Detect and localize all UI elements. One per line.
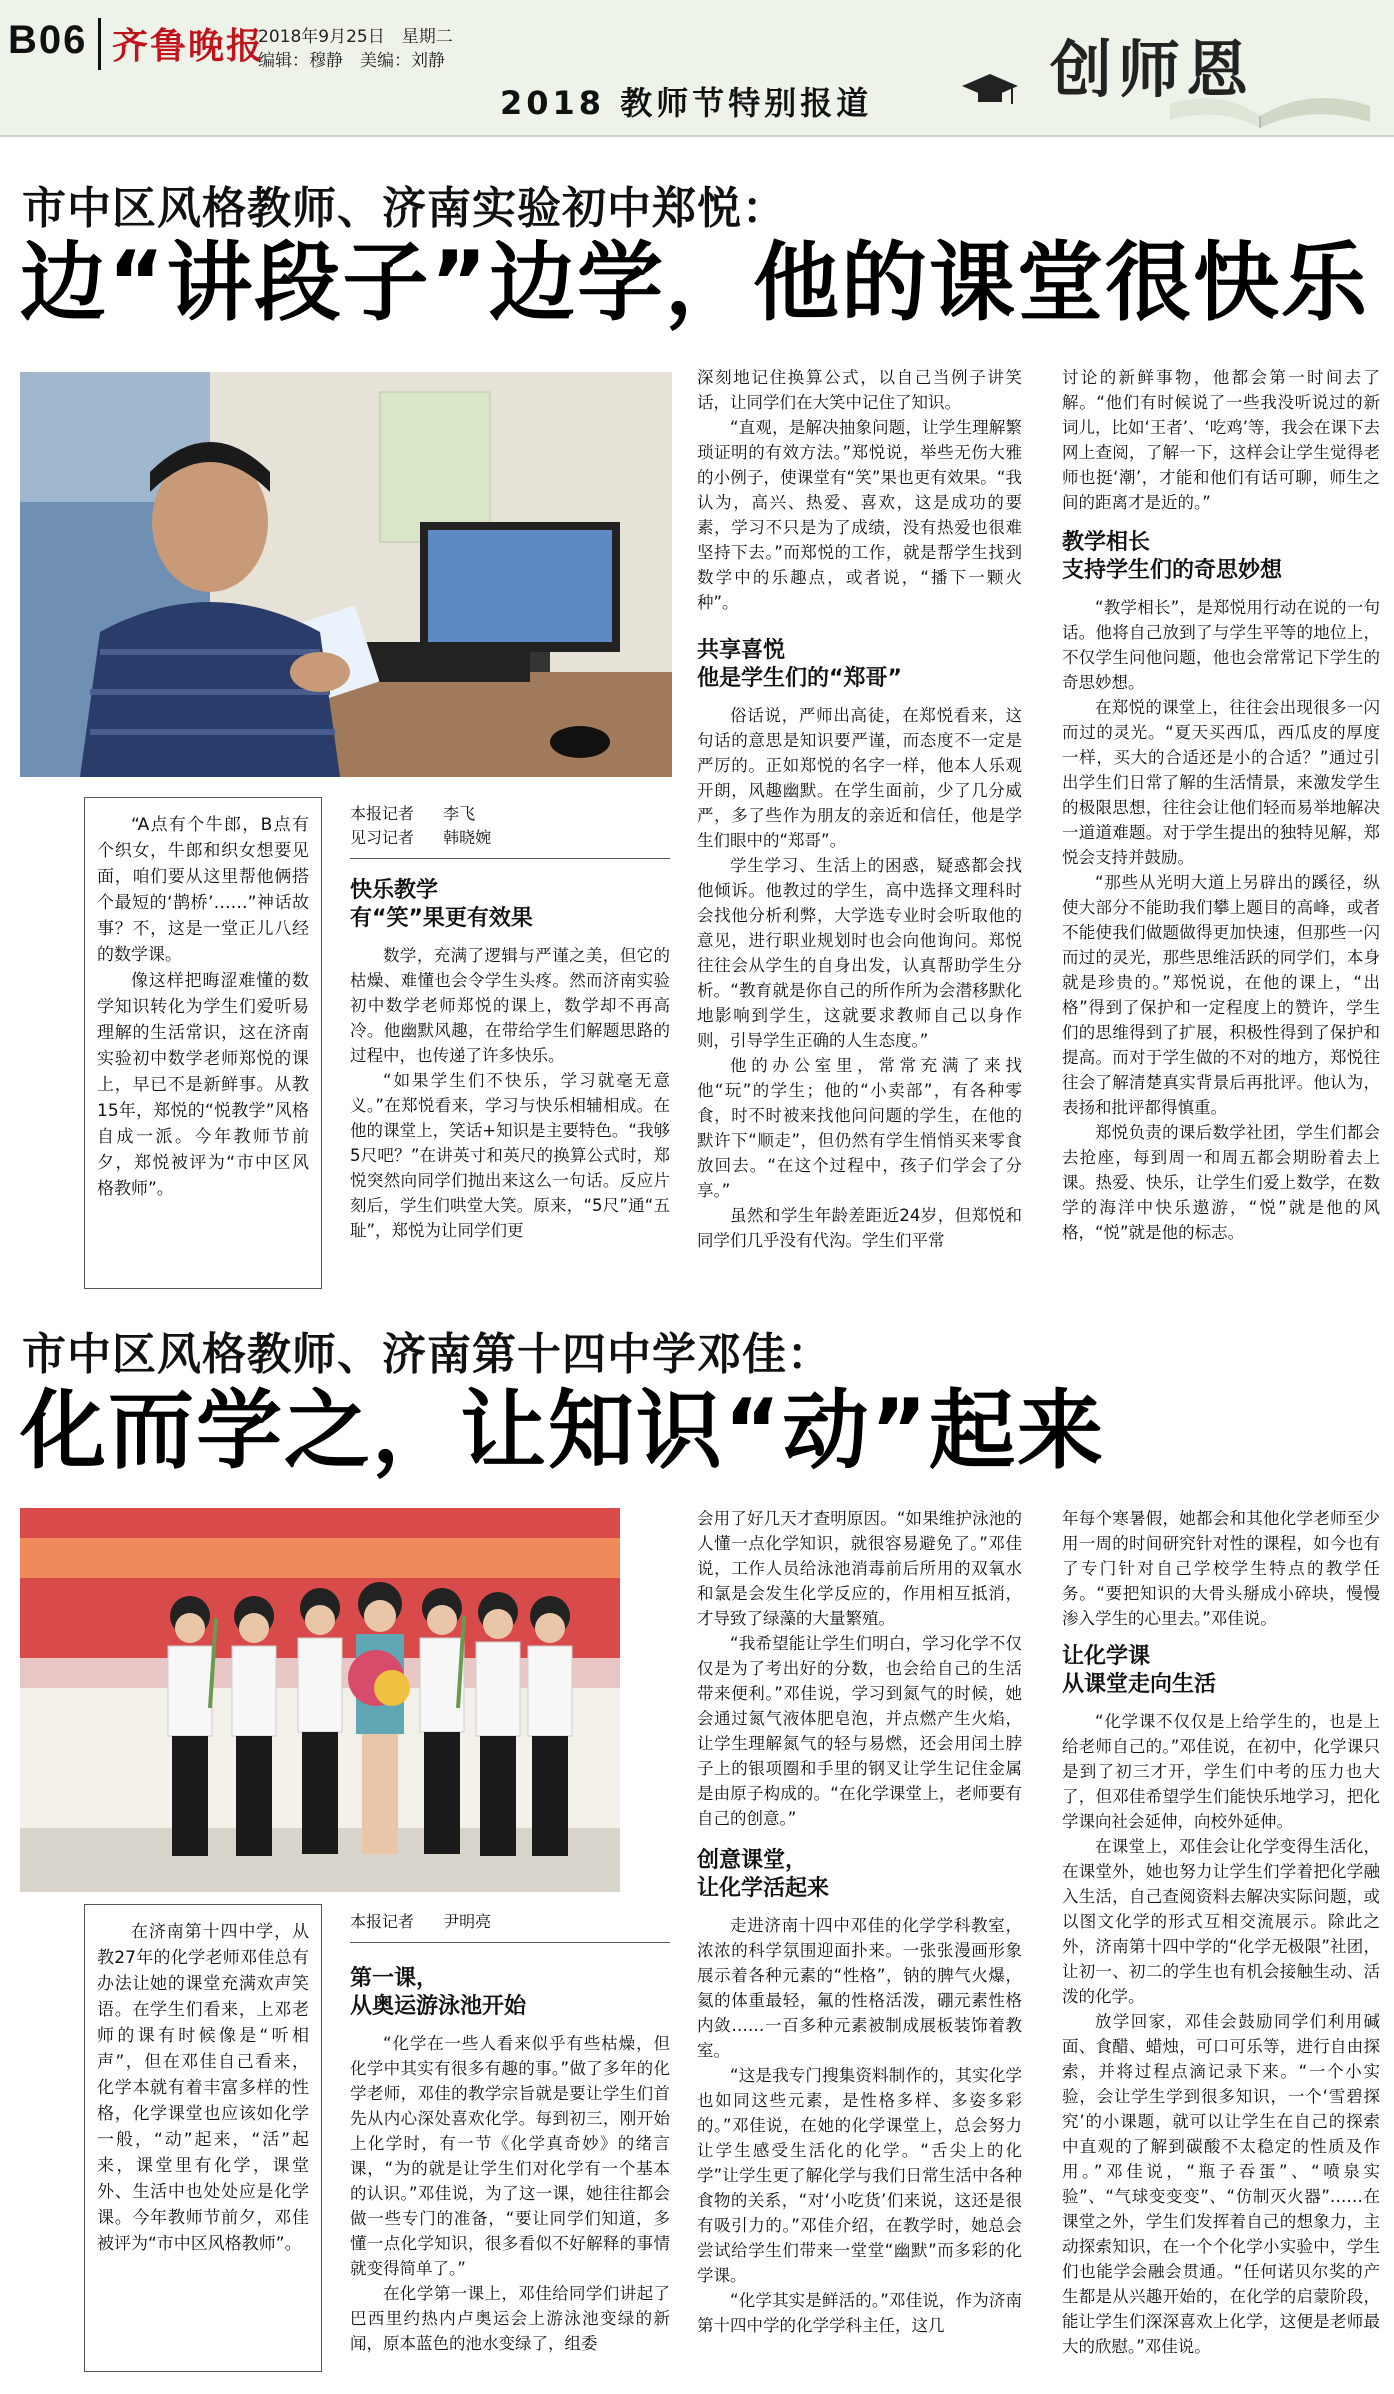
reporter-line [350,1910,670,1934]
story1-column-2 [350,802,670,1243]
story2-kicker: 市中区风格教师、济南第十四中学邓佳： [22,1329,832,1380]
body-paragraph: “化学在一些人看来似乎有些枯燥，但化学中其实有很多有趣的事。”做了多年的化学老师，邓佳的教学宗旨就是要让学生们首先从内心深处喜欢化学。每到初三，刚开始上化学时，有一节《化学真奇妙》的绪言课，“为的就是让学生们对化学有一个基本的认识。”邓佳说，为了这一课，她往往都会做一些专门的准备，“要让同学们知道，多懂一点化学知识，很多看似不好解释的事情就变得简单了。” [350,2034,670,2278]
story2-subhead-3: 让化学课 从课堂走向生活 [1062,1644,1217,1697]
story2-subhead-1: 第一课， 从奥运游泳池开始 [350,1966,527,2019]
story2-column-3 [697,1506,1022,2338]
summary-paragraph: 像这样把晦涩难懂的数学知识转化为学生们爱听易理解的生活常识，这在济南实验初中数学老师郑悦的课上，早已不是新鲜事。从教15年，郑悦的“悦教学”风格自成一派。今年教师节前夕，郑悦被评为“市中区风格教师”。 [97,971,309,1199]
intern-line [350,826,670,850]
body-paragraph: “那些从光明大道上另辟出的蹊径，纵使大部分不能助我们攀上题目的高峰，或者不能使我们做题做得更加快速，但那些一闪而过的灵光，那些思维活跃的同学们，本身就是珍贵的。”郑悦说，在他的课上，“出格”得到了保护和一定程度上的赞许，学生们的思维得到了扩展，积极性得到了保护和提高。而对于学生做的不对的地方，郑悦往往会了解清楚真实背景后再批评。他认为，表扬和批评都得慎重。 [1062,873,1380,1117]
header-divider [98,18,101,70]
body-paragraph: 郑悦负责的课后数学社团，学生们都会去抢座，每到周一和周五都会期盼着去上课。热爱、快乐，让学生们爱上数学，在数学的海洋中快乐遨游，“悦”就是他的风格，“悦”就是他的标志。 [1062,1123,1380,1242]
story1-subhead-3: 教学相长 支持学生们的奇思妙想 [1062,530,1283,583]
body-paragraph: 讨论的新鲜事物，他都会第一时间去了解。“他们有时候说了一些我没听说过的新词儿，比如‘王者’、‘吃鸡’等，我会在课下去网上查阅，了解一下，这样会让学生觉得老师也挺‘潮’，才能和他们有话可聊，师生之间的距离才是近的。” [1062,368,1380,512]
body-paragraph: 学生学习、生活上的困惑，疑惑都会找他倾诉。他教过的学生，高中选择文理科时会找他分析利弊，大学选专业时会听取他的意见，进行职业规划时也会向他询问。郑悦往往会从学生的自身出发，认真帮助学生分析。“教育就是你自己的所作所为会潜移默化地影响到学生，这就要求教师自己以身作则，引导学生正确的人生态度。” [697,856,1022,1050]
reporter-label: 本报记者 [350,804,415,823]
graduation-cap-icon [960,70,1020,114]
editor-line: 编辑：穆静 美编：刘静 [258,51,445,71]
body-paragraph: 深刻地记住换算公式，以自己当例子讲笑话，让同学们在大笑中记住了知识。 [697,368,1022,412]
body-paragraph: 他的办公室里，常常充满了来找他“玩”的学生；他的“小卖部”，有各种零食，时不时被来找他问问题的学生，在他的默许下“顺走”，但仍然有学生悄悄买来零食放回去。“在这个过程中，孩子们学会了分享。” [697,1056,1022,1200]
page-code: B06 [8,18,88,62]
story2-summary [84,1904,322,2372]
body-paragraph: “如果学生们不快乐，学习就毫无意义。”在郑悦看来，学习与快乐相辅相成。在他的课堂上，笑话+知识是主要特色。“我够5尺吧？”在讲英寸和英尺的换算公式时，郑悦突然向同学们抛出来这么一句话。反应片刻后，学生们哄堂大笑。原来，“5尺”通“五耻”，郑悦为让同学们更 [350,1071,670,1240]
story2-headline: 化而学之，让知识“动”起来 [20,1381,1106,1481]
reporter-label: 本报记者 [350,1912,415,1931]
body-paragraph: 在课堂上，邓佳会让化学变得生活化，在课堂外，她也努力让学生们学着把化学融入生活，自己查阅资料去解决实际问题，或以图文化学的形式互相交流展示。除此之外，济南第十四中学的“化学无极限”社团，让初一、初二的学生也有机会接触生动、活泼的化学。 [1062,1837,1380,2006]
story1-column-3 [697,365,1022,1253]
body-paragraph: 年每个寒暑假，她都会和其他化学老师至少用一周的时间研究针对性的课程，如今也有了专门针对自己学校学生特点的教学任务。“要把知识的大骨头掰成小碎块，慢慢渗入学生的心里去。”邓佳说。 [1062,1509,1380,1628]
body-paragraph: 虽然和学生年龄差距近24岁，但郑悦和同学们几乎没有代沟。学生们平常 [697,1206,1022,1250]
paper-name: 齐鲁晚报 [112,25,265,67]
body-paragraph: 在郑悦的课堂上，往往会出现很多一闪而过的灵光。“夏天买西瓜，西瓜皮的厚度一样，买大的合适还是小的合适？”通过引出学生们日常了解的生活情景，来激发学生的极限思想，往往会让他们轻而易举地解决一道道难题。对于学生提出的独特见解，郑悦会支持并鼓励。 [1062,698,1380,867]
summary-paragraph: “A点有个牛郎，B点有个织女，牛郎和织女想要见面，咱们要从这里帮他俩搭个最短的‘鹊桥’……”神话故事？不，这是一堂正儿八经的数学课。 [97,815,309,965]
reporter-line [350,802,670,826]
body-paragraph: 走进济南十四中邓佳的化学学科教室，浓浓的科学氛围迎面扑来。一张张漫画形象展示着各种元素的“性格”，钠的脾气火爆，氦的体重最轻，氟的性格活泼，硼元素性格内敛……一百多种元素被制成展板装饰着教室。 [697,1916,1022,2060]
story1-subhead-1: 快乐教学 有“笑”果更有效果 [350,878,533,931]
body-paragraph: 放学回家，邓佳会鼓励同学们利用碱面、食醋、蜡烛，可口可乐等，进行自由探索，并将过程点滴记录下来。“一个小实验，会让学生学到很多知识，一个‘雪碧探究’的小课题，就可以让学生在自己的探索中直观的了解到碳酸不太稳定的性质及作用。”邓佳说，“瓶子吞蛋”、“喷泉实验”、“气球变变变”、“仿制灭火器”……在课堂之外，学生们发挥着自己的想象力，主动探索知识，在一个个化学小实验中，学生们也能学会融会贯通。“任何诺贝尔奖的产生都是从兴趣开始的，在化学的启蒙阶段，能让学生们深深喜欢上化学，这便是老师最大的欣慰。”邓佳说。 [1062,2012,1380,2356]
story1-photo [20,372,672,777]
logo-text: 创师恩 [1050,33,1255,106]
issue-date: 2018年9月25日 星期二 [258,27,453,47]
body-paragraph: “这是我专门搜集资料制作的，其实化学也如同这些元素，是性格多样、多姿多彩的。”邓佳说，在她的化学课堂上，总会努力让学生感受生活化的化学。“舌尖上的化学”让学生更了解化学与我们日常生活中各种食物的关系，“对‘小吃货’们来说，这还是很有吸引力的。”邓佳介绍，在教学时，她总会尝试给学生们带来一堂堂“幽默”而多彩的化学课。 [697,2066,1022,2285]
story2-photo [20,1508,620,1892]
column-rule [350,858,670,859]
body-paragraph: “直观，是解决抽象问题，让学生理解繁琐证明的有效方法。”郑悦说，举些无伤大雅的小例子，使课堂有“笑”果也更有效果。“我认为，高兴、热爱、喜欢，这是成功的要素，学习不只是为了成绩，没有热爱也很难坚持下去。”而郑悦的工作，就是帮学生找到数学中的乐趣点，或者说，“播下一颗火种”。 [697,418,1022,612]
body-paragraph: 数学，充满了逻辑与严谨之美，但它的枯燥、难懂也会令学生头疼。然而济南实验初中数学老师郑悦的课上，数学却不再高冷。他幽默风趣，在带给学生们解题思路的过程中，也传递了许多快乐。 [350,946,670,1065]
story1-summary [84,797,322,1289]
body-paragraph: 会用了好几天才查明原因。“如果维护泳池的人懂一点化学知识，就很容易避免了。”邓佳说，工作人员给泳池消毒前后所用的双氧水和氯是会发生化学反应的，作用相互抵消，才导致了绿藻的大量繁殖。 [697,1509,1022,1628]
body-paragraph: “我希望能让学生们明白，学习化学不仅仅是为了考出好的分数，也会给自己的生活带来便利。”邓佳说，学习到氮气的时候，她会通过氮气液体肥皂泡，并点燃产生火焰，让学生理解氮气的轻与易燃，还会用闰土脖子上的银项圈和手里的钢叉让学生记住金属是由原子构成的。“在化学课堂上，老师要有自己的创意。” [697,1634,1022,1828]
story1-subhead-2: 共享喜悦 他是学生们的“郑哥” [697,638,902,691]
column-rule [350,1942,670,1943]
intern-label: 见习记者 [350,828,415,847]
body-paragraph: 在化学第一课上，邓佳给同学们讲起了巴西里约热内卢奥运会上游泳池变绿的新闻，原本蓝色的池水变绿了，组委 [350,2284,670,2353]
body-paragraph: “化学其实是鲜活的。”邓佳说，作为济南第十四中学的化学学科主任，这几 [697,2291,1022,2335]
intern-name: 韩晓婉 [443,828,492,847]
summary-paragraph: 在济南第十四中学，从教27年的化学老师邓佳总有办法让她的课堂充满欢声笑语。在学生们看来，上邓老师的课有时候像是“听相声”，但在邓佳自己看来，化学本就有着丰富多样的性格，化学课堂也应该如化学一般，“动”起来，“活”起来，课堂里有化学，课堂外、生活中也处处应是化学课。今年教师节前夕，邓佳被评为“市中区风格教师”。 [97,1922,309,2254]
body-paragraph: “化学课不仅仅是上给学生的，也是上给老师自己的。”邓佳说，在初中，化学课只是到了初三才开，学生们中考的压力也大了，但邓佳希望学生们能快乐地学习，把化学课向社会延伸，向校外延伸。 [1062,1712,1380,1831]
body-paragraph: 俗话说，严师出高徒，在郑悦看来，这句话的意思是知识要严谨，而态度不一定是严厉的。正如郑悦的名字一样，他本人乐观开朗，风趣幽默。在学生面前，少了几分威严，多了些作为朋友的亲近和信任，他是学生们眼中的“郑哥”。 [697,706,1022,850]
reporter-name: 李飞 [443,804,476,823]
story1-kicker: 市中区风格教师、济南实验初中郑悦： [22,183,787,234]
reporter-name: 尹明亮 [443,1912,492,1931]
body-paragraph: “教学相长”，是郑悦用行动在说的一句话。他将自己放到了与学生平等的地位上，不仅学生问他问题，他也会常常记下学生的奇思妙想。 [1062,598,1380,692]
story1-column-4 [1062,365,1380,1245]
story2-subhead-2: 创意课堂， 让化学活起来 [697,1848,830,1901]
special-report-title: 2018 教师节特别报道 [500,84,873,122]
story1-headline: 边“讲段子”边学，他的课堂很快乐 [20,233,1370,333]
story2-column-2 [350,1910,670,2356]
story2-column-4 [1062,1506,1380,2359]
